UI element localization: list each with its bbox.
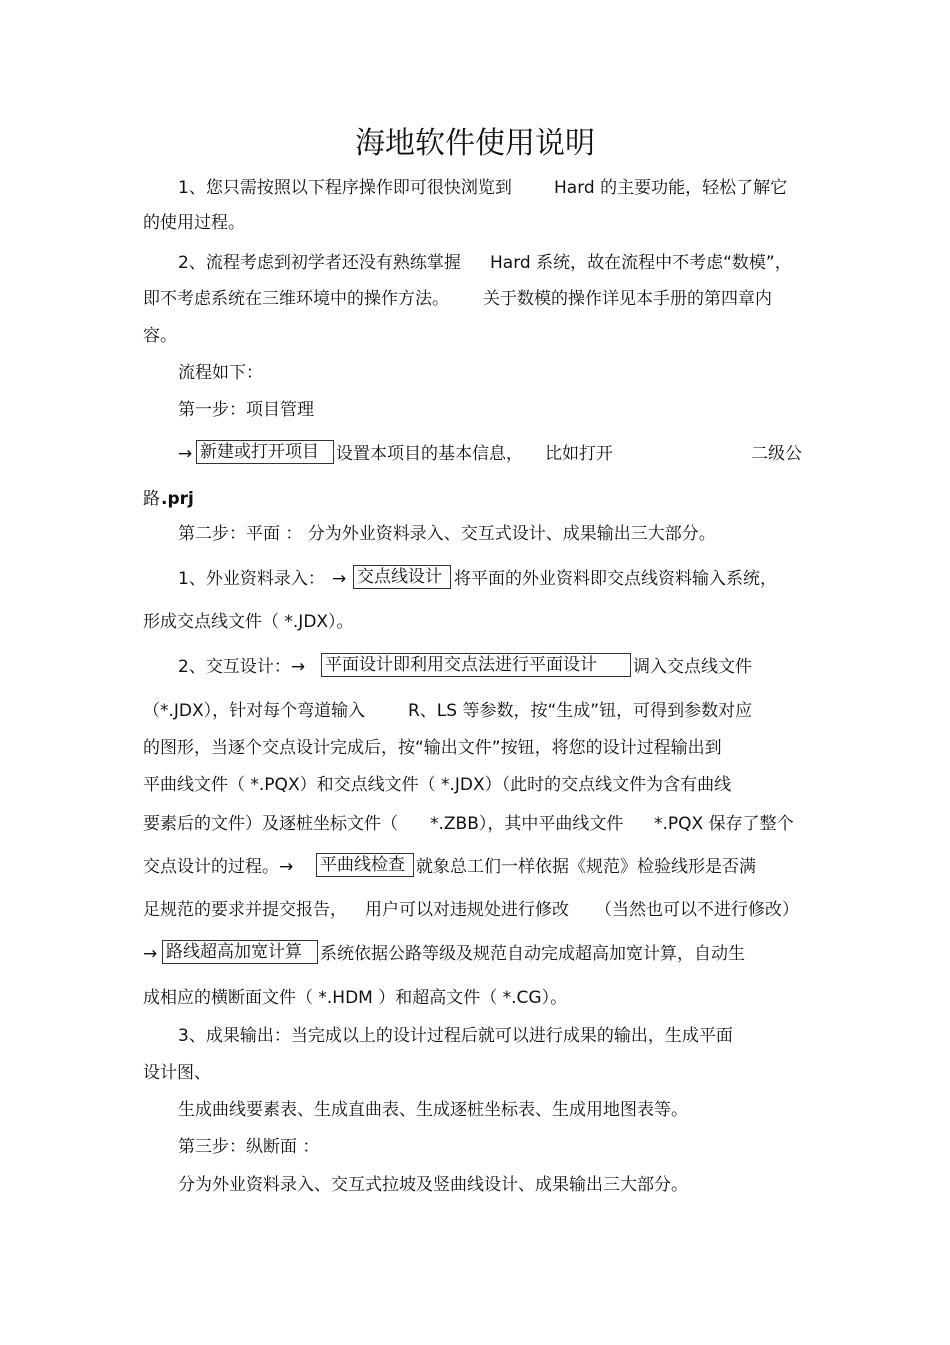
p2-text-a: 2、流程考虑到初学者还没有熟练掌握: [178, 253, 461, 273]
p2-text-e: 容。: [143, 326, 177, 346]
intersection-line-design-box: 交点线设计: [353, 565, 451, 589]
item-3-text-c: 生成曲线要素表、生成直曲表、生成逐桩坐标表、生成用地图表等。: [178, 1100, 688, 1120]
item-2-text-h1: 交点设计的过程。→: [143, 857, 294, 877]
curve-check-box: 平曲线检查: [316, 853, 414, 877]
item-2-text-j: 系统依据公路等级及规范自动完成超高加宽计算，自动生: [320, 944, 745, 964]
item-2-text-g2: *.ZBB），其中平曲线文件: [430, 814, 624, 834]
step-1-text-c: 二级公: [751, 444, 802, 464]
item-2-text-i1: 足规范的要求并提交报告，: [143, 900, 347, 920]
item-2-text-i3: （当然也可以不进行修改）: [595, 900, 799, 920]
item-1-text-c: 形成交点线文件（ *.JDX）。: [143, 612, 354, 632]
p1-text-a: 1、您只需按照以下程序操作即可很快浏览到: [178, 178, 512, 198]
item-1-text-b: 将平面的外业资料即交点线资料输入系统，: [454, 569, 777, 589]
step-1-text-b: 比如打开: [545, 444, 613, 464]
p1-text-b: Hard 的主要功能，轻松了解它: [554, 178, 788, 198]
item-2-j-arrow: →: [143, 944, 158, 964]
item-3-text-a: 3、成果输出：当完成以上的设计过程后就可以进行成果的输出，生成平面: [178, 1026, 733, 1046]
p1-text-c: 的使用过程。: [143, 213, 245, 233]
step-2-title: 第二步：平面 ： 分为外业资料录入、交互式设计、成果输出三大部分。: [178, 524, 716, 544]
p2-text-d: 关于数模的操作详见本手册的第四章内: [483, 289, 772, 309]
p2-text-b: Hard 系统，故在流程中不考虑“数模”，: [490, 253, 792, 273]
item-2-text-k: 成相应的横断面文件（ *.HDM ）和超高文件（ *.CG）。: [143, 988, 568, 1008]
new-or-open-project-box: 新建或打开项目: [196, 440, 334, 464]
p2-text-c: 即不考虑系统在三维环境中的操作方法。: [143, 289, 449, 309]
document-title: 海地软件使用说明: [355, 126, 595, 161]
item-2-label: 2、交互设计：→: [178, 657, 306, 677]
item-2-text-g1: 要素后的文件）及逐桩坐标文件（: [143, 814, 398, 834]
item-3-text-b: 设计图、: [143, 1063, 211, 1083]
item-2-text-h2: 就象总工们一样依据《规范》检验线形是否满: [416, 857, 756, 877]
step-1-text-a: 设置本项目的基本信息，: [336, 444, 523, 464]
item-1-arrow: →: [332, 569, 347, 589]
step-3-title: 第三步：纵断面 ：: [178, 1137, 320, 1157]
item-2-text-g3: *.PQX 保存了整个: [654, 814, 794, 834]
item-2-text-c: （*.JDX），针对每个弯道输入: [143, 701, 366, 721]
step-1-arrow: →: [178, 444, 193, 464]
plane-design-box: 平面设计即利用交点法进行平面设计: [321, 653, 631, 677]
item-2-text-e: 的图形，当逐个交点设计完成后，按“输出文件”按钮，将您的设计过程输出到: [143, 738, 722, 758]
step-1-text-d: 路: [143, 489, 160, 509]
item-1-label: 1、外业资料录入：: [178, 569, 325, 589]
item-2-text-i2: 用户可以对违规处进行修改: [365, 900, 569, 920]
prj-extension: .prj: [161, 489, 194, 509]
superelevation-widening-box: 路线超高加宽计算: [162, 940, 318, 964]
step-1-title: 第一步：项目管理: [178, 400, 314, 420]
item-2-text-d: R、LS 等参数，按“生成”钮，可得到参数对应: [408, 701, 753, 721]
step-3-text-a: 分为外业资料录入、交互式拉坡及竖曲线设计、成果输出三大部分。: [178, 1175, 688, 1195]
flow-label: 流程如下：: [178, 363, 263, 383]
item-2-text-f: 平曲线文件（ *.PQX）和交点线文件（ *.JDX）（此时的交点线文件为含有曲线: [143, 775, 732, 795]
item-2-text-b: 调入交点线文件: [633, 657, 752, 677]
